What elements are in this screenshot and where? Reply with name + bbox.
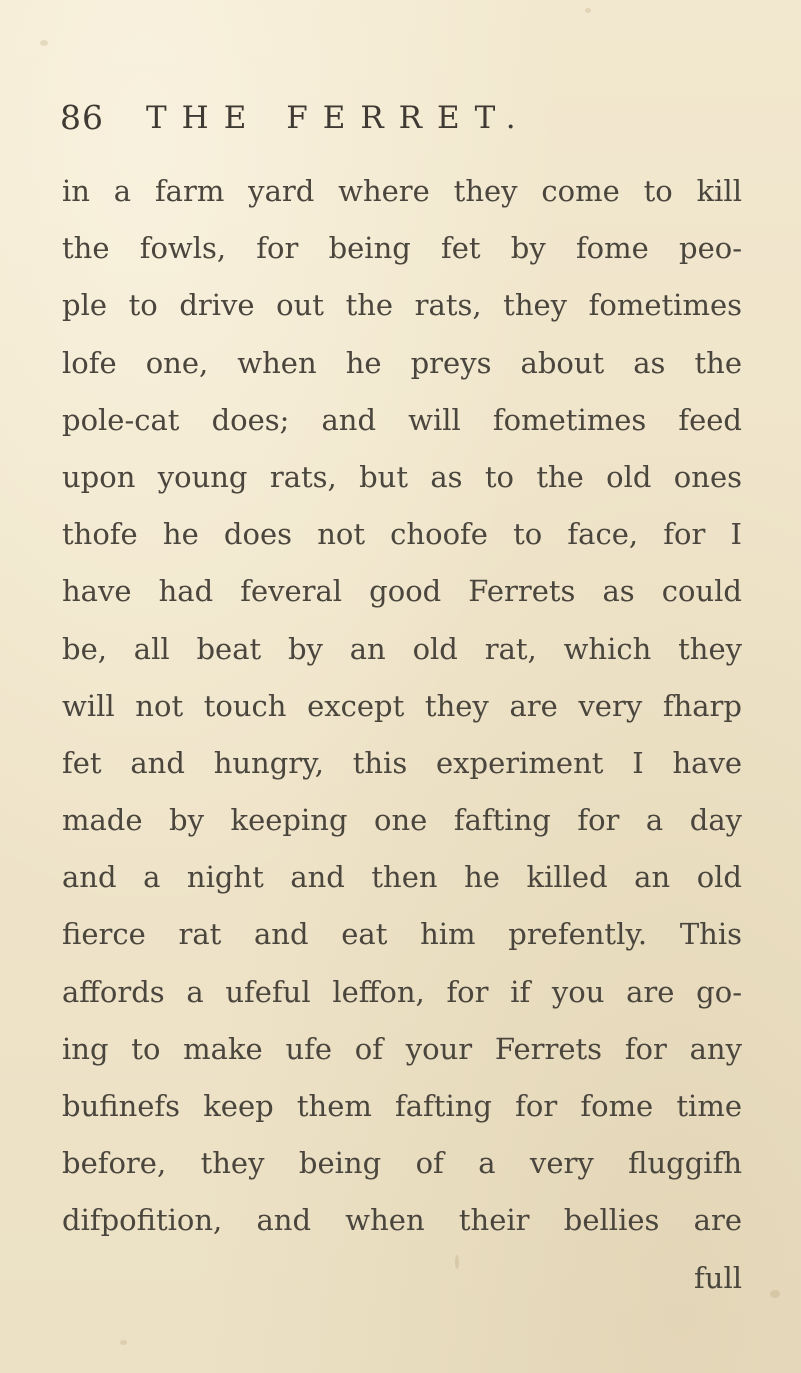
foxing-spot (120, 1340, 127, 1345)
text-line: affords a ufeful leffon, for if you are go- (62, 974, 742, 1009)
catchword: full (694, 1260, 742, 1295)
foxing-spot (40, 40, 48, 46)
foxing-spot (770, 1290, 780, 1298)
text-line: lofe one, when he preys about as the (62, 345, 742, 380)
text-line: thofe he does not choofe to face, for I (62, 517, 742, 552)
text-line: be, all beat by an old rat, which they (62, 631, 742, 666)
page-number: 86 (60, 98, 104, 137)
foxing-spot (585, 8, 591, 13)
text-line: have had feveral good Ferrets as could (62, 574, 742, 609)
text-line: difpofition, and when their bellies are (62, 1203, 742, 1238)
text-line: pole-cat does; and will fometimes feed (62, 402, 742, 437)
text-line: before, they being of a very fluggifh (62, 1146, 742, 1181)
body-text (62, 163, 742, 1307)
text-line: the fowls, for being fet by fome peo- (62, 231, 742, 266)
text-line: made by keeping one fafting for a day (62, 803, 742, 838)
text-line: ple to drive out the rats, they fometimes (62, 288, 742, 323)
text-line: will not touch except they are very fharp (62, 688, 742, 723)
text-line: bufinefs keep them fafting for fome time (62, 1089, 742, 1123)
text-line: fet and hungry, this experiment I have (62, 745, 742, 780)
text-line: upon young rats, but as to the old ones (62, 459, 742, 494)
text-line: in a farm yard where they come to kill (62, 174, 742, 208)
text-line: and a night and then he killed an old (62, 860, 742, 895)
text-line: ing to make ufe of your Ferrets for any (62, 1031, 742, 1066)
running-title: THE FERRET. (146, 100, 531, 136)
page-header (60, 98, 760, 148)
text-line: fierce rat and eat him prefently. This (62, 917, 742, 952)
